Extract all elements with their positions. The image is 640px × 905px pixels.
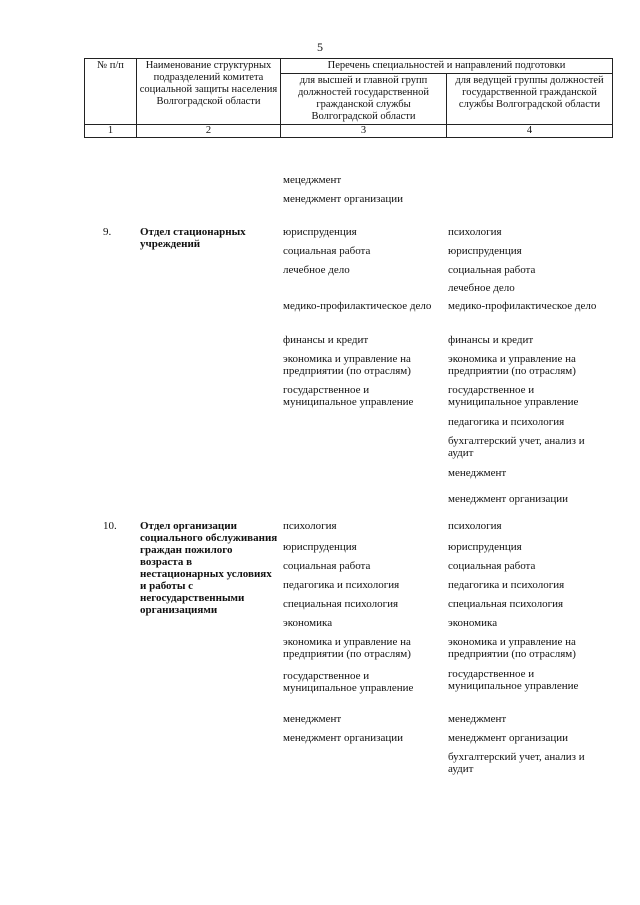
header-col-senior: для высшей и главной групп должностей государственной гражданской службы Волгоградской области (281, 74, 447, 125)
specialty-item: бухгалтерский учет, анализ и аудит (448, 751, 585, 775)
specialty-item: бухгалтерский учет, анализ и аудит (448, 435, 585, 459)
specialty-item: педагогика и психология (283, 579, 400, 591)
specialty-item: психология (448, 226, 502, 238)
department-name: Отдел организации социального обслуживания граждан пожилого возраста в нестационарных условиях и работы с негосударственными организациями (140, 520, 278, 616)
specialty-item: финансы и кредит (448, 334, 534, 346)
specialty-item: государственное и муниципальное управление (448, 384, 579, 408)
header-col-group: Перечень специальностей и направлений подготовки (281, 59, 613, 74)
specialty-item: финансы и кредит (283, 334, 369, 346)
continuation-item: мецеджмент (283, 174, 342, 186)
specialty-item: педагогика и психология (448, 416, 565, 428)
header-num-4: 4 (447, 125, 613, 138)
specialty-item: менеджмент организации (283, 732, 404, 744)
header-num-3: 3 (281, 125, 447, 138)
specialty-item: экономика (448, 617, 498, 629)
specialty-item: экономика и управление на предприятии (по отраслям) (448, 636, 576, 660)
specialty-item: социальная работа (283, 560, 371, 572)
specialty-item: лечебное дело (283, 264, 350, 276)
header-num-2: 2 (137, 125, 281, 138)
specialty-item: лечебное дело (448, 282, 515, 294)
specialty-item: специальная психология (283, 598, 399, 610)
specialty-item: экономика и управление на предприятии (по отраслям) (283, 636, 411, 660)
specialty-item: социальная работа (448, 560, 536, 572)
header-num-1: 1 (85, 125, 137, 138)
header-col-leading: для ведущей группы должностей государственной гражданской службы Волгоградской области (447, 74, 613, 125)
specialty-item: экономика и управление на предприятии (по отраслям) (283, 353, 411, 377)
header-col-number: № п/п (85, 59, 137, 125)
specialty-item: юриспруденция (448, 245, 522, 257)
specialty-item: государственное и муниципальное управление (283, 384, 414, 408)
specialty-item: психология (283, 520, 337, 532)
specialty-item: юриспруденция (448, 541, 522, 553)
specialty-item: государственное и муниципальное управление (283, 670, 414, 694)
specialty-item: менеджмент организации (448, 493, 569, 505)
specialty-item: психология (448, 520, 502, 532)
page-number: 5 (317, 40, 323, 54)
specialty-item: специальная психология (448, 598, 564, 610)
specialty-item: менеджмент (448, 713, 507, 725)
department-name: Отдел стационарных учреждений (140, 226, 246, 250)
header-col-department: Наименование структурных подразделений комитета социальной защиты населения Волгоградской области (137, 59, 281, 125)
specialty-item: менеджмент (283, 713, 342, 725)
specialty-item: менеджмент (448, 467, 507, 479)
header-table (84, 58, 613, 138)
specialty-item: социальная работа (283, 245, 371, 257)
specialty-item: менеджмент организации (448, 732, 569, 744)
specialty-item: социальная работа (448, 264, 536, 276)
specialty-item: юриспруденция (283, 541, 357, 553)
specialty-item: педагогика и психология (448, 579, 565, 591)
specialty-item: государственное и муниципальное управление (448, 668, 579, 692)
specialty-item: экономика и управление на предприятии (по отраслям) (448, 353, 576, 377)
specialty-item: экономика (283, 617, 333, 629)
specialty-item: юриспруденция (283, 226, 357, 238)
continuation-item: менеджмент организации (283, 193, 404, 205)
row-number: 9. (103, 226, 112, 238)
specialty-item: медико-профилактическое дело (283, 300, 432, 312)
row-number: 10. (103, 520, 117, 532)
specialty-item: медико-профилактическое дело (448, 300, 597, 312)
